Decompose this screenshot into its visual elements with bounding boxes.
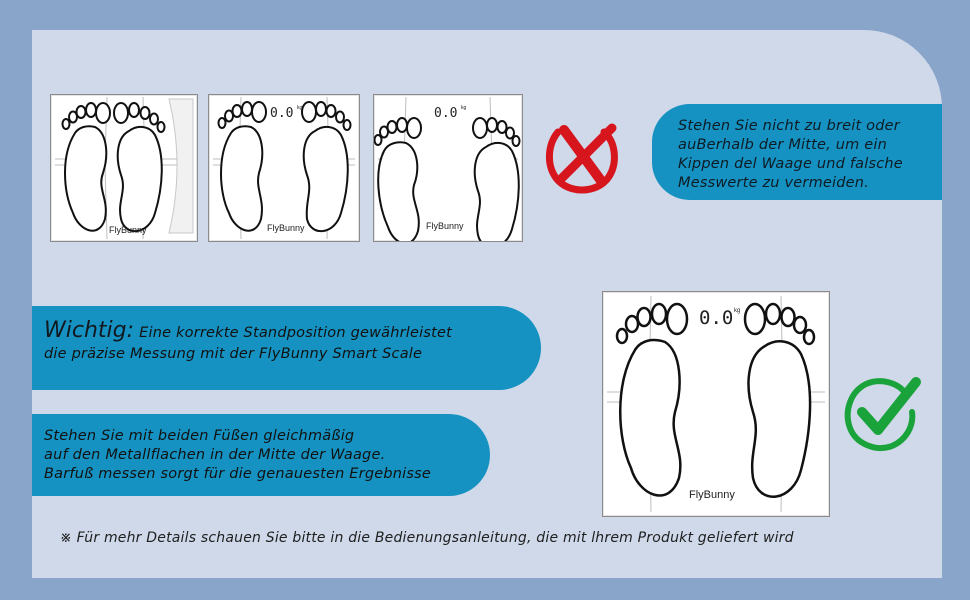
important-title: Wichtig: [44,318,135,343]
scale-drawing [209,95,359,241]
scale-display: 0.0 [699,307,734,329]
scale-brand: FlyBunny [109,225,147,235]
important-block [44,318,452,343]
red-cross-icon [542,120,622,194]
important-line-2: die präzise Messung mit der FlyBunny Smart Scale [44,346,423,362]
scale-display: 0.0 [270,106,294,121]
instruction-line-1: Stehen Sie mit beiden Füßen gleichmäßig [44,428,355,444]
scale-brand: FlyBunny [267,223,305,233]
scale-image-wrong-apart [208,94,360,242]
scale-brand: FlyBunny [426,221,464,231]
instruction-line-3: Barfuß messen sorgt für die genauesten Ergebnisse [44,466,431,482]
footer-note [60,529,794,548]
warning-callout [652,104,942,200]
scale-unit: kg [734,308,741,314]
footer-text: Für mehr Details schauen Sie bitte in die Bedienungsanleitung, die mit lhrem Produkt geliefert wird [76,530,794,546]
scale-brand: FlyBunny [689,489,735,501]
warning-text: Stehen Sie nicht zu breit oder auBerhalb der Mitte, um ein Kippen del Waage und falsche Messwerte zu vermeiden. [678,118,903,191]
important-callout [32,306,541,390]
scale-drawing [374,95,522,241]
reference-mark: ※ [60,530,72,546]
scale-unit: kg [461,105,467,111]
scale-image-wrong-left [50,94,198,242]
scale-unit: kg [297,105,303,111]
scale-display: 0.0 [434,106,458,121]
scale-drawing [51,95,197,241]
scale-image-correct [602,291,830,517]
scale-image-wrong-wide [373,94,523,242]
scale-drawing [603,292,829,516]
instruction-callout [32,414,490,496]
green-check-icon [840,372,922,454]
important-line-1: Eine korrekte Standposition gewährleistet [139,325,453,341]
instruction-line-2: auf den Metallflachen in der Mitte der Waage. [44,447,386,463]
